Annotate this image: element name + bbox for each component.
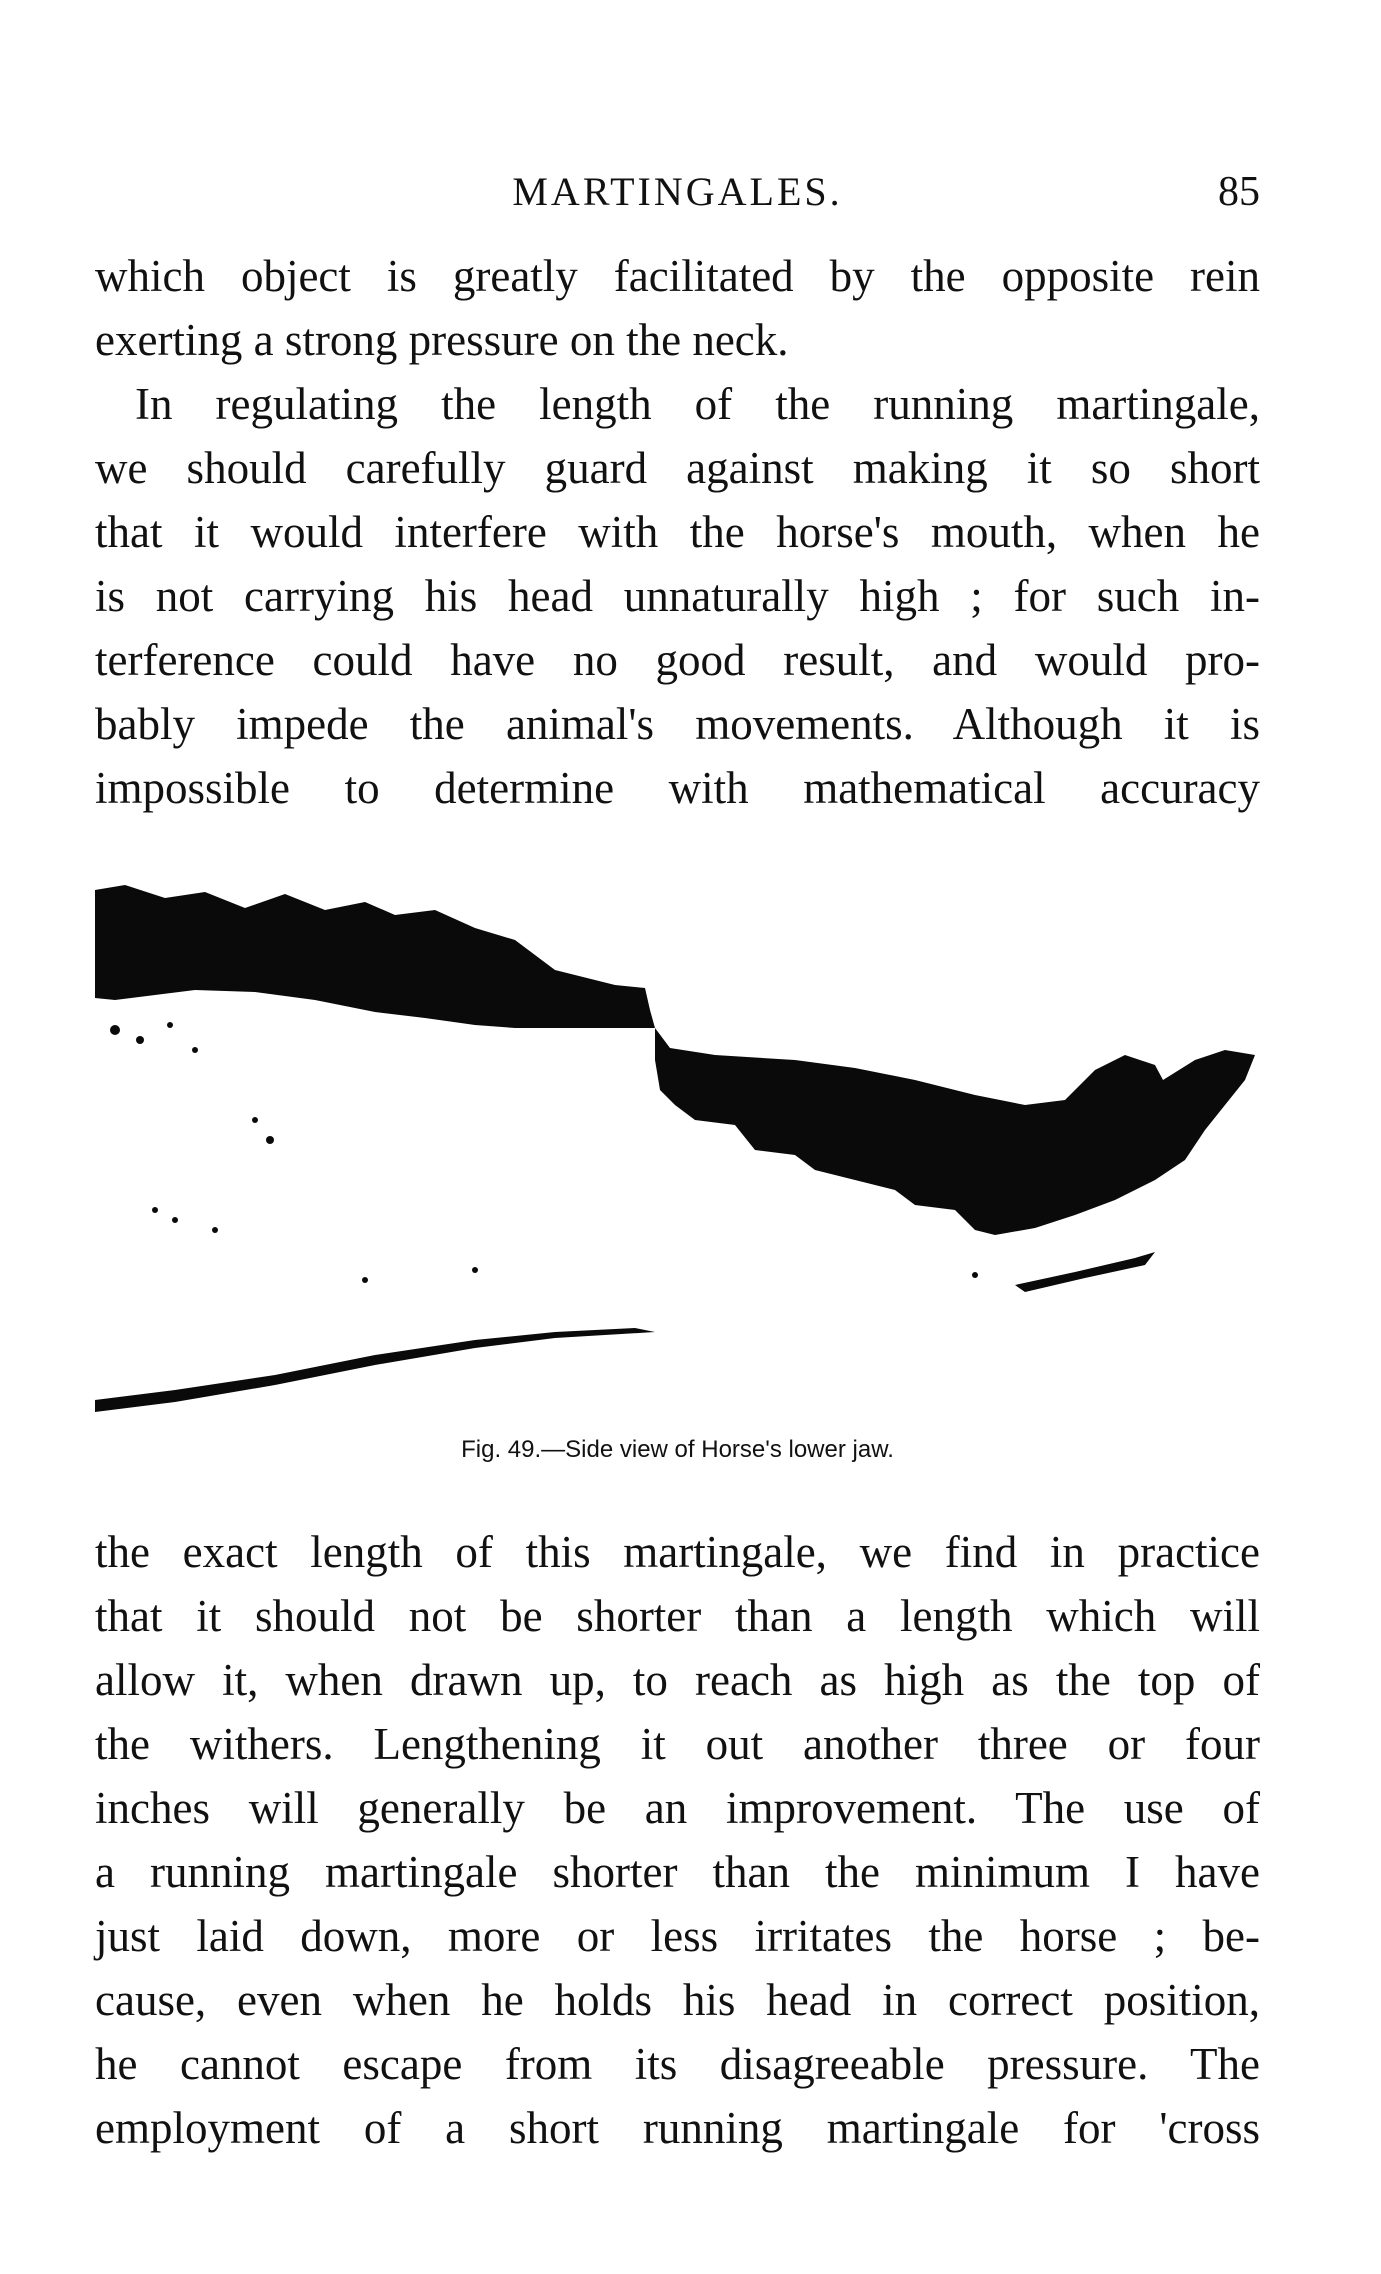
upper-jaw-shadow: [95, 885, 655, 1028]
text-line: bably impede the animal's movements. Although it is: [95, 699, 1260, 749]
text-line: terference could have no good result, and would pro-: [95, 635, 1260, 685]
running-head: [95, 168, 1260, 224]
page-number: 85: [1218, 169, 1260, 215]
jaw-tip-fragment: [1015, 1252, 1155, 1292]
text-line: a running martingale shorter than the minimum I have: [95, 1847, 1260, 1897]
speckle: [362, 1277, 368, 1283]
text-line: In regulating the length of the running martingale,: [135, 379, 1260, 429]
speckle: [172, 1217, 178, 1223]
text-line: we should carefully guard against making it so short: [95, 443, 1260, 493]
text-line: impossible to determine with mathematical accuracy: [95, 763, 1260, 813]
text-line: he cannot escape from its disagreeable pressure. The: [95, 2039, 1260, 2089]
text-line: the withers. Lengthening it out another three or four: [95, 1719, 1260, 1769]
jaw-lower-edge: [95, 1328, 655, 1412]
speckle: [252, 1117, 258, 1123]
speckle: [192, 1047, 198, 1053]
text-line: employment of a short running martingale for 'cross: [95, 2103, 1260, 2153]
jaw-body: [655, 1028, 1255, 1235]
speckle: [266, 1136, 274, 1144]
speckle: [212, 1227, 218, 1233]
text-line: which object is greatly facilitated by the opposite rein: [95, 251, 1260, 301]
text-block-bottom: [95, 1520, 1260, 2160]
horse-lower-jaw-illustration: [95, 880, 1275, 1420]
speckle: [136, 1036, 144, 1044]
text-line: that it would interfere with the horse's mouth, when he: [95, 507, 1260, 557]
text-line: is not carrying his head unnaturally high ; for such in-: [95, 571, 1260, 621]
jaw-figure: [95, 880, 1275, 1420]
text-line: inches will generally be an improvement. The use of: [95, 1783, 1260, 1833]
speckle: [152, 1207, 158, 1213]
speckle: [472, 1267, 478, 1273]
text-line: the exact length of this martingale, we find in practice: [95, 1527, 1260, 1577]
speckle: [110, 1025, 120, 1035]
text-block-top: [95, 244, 1260, 820]
figure-caption: Fig. 49.—Side view of Horse's lower jaw.: [461, 1436, 894, 1463]
running-title: MARTINGALES.: [512, 169, 843, 214]
text-line: cause, even when he holds his head in correct position,: [95, 1975, 1260, 2025]
text-line: exerting a strong pressure on the neck.: [95, 315, 789, 365]
speckle: [167, 1022, 173, 1028]
text-line: that it should not be shorter than a length which will: [95, 1591, 1260, 1641]
speckle: [972, 1272, 978, 1278]
text-line: just laid down, more or less irritates the horse ; be-: [95, 1911, 1260, 1961]
text-line: allow it, when drawn up, to reach as high as the top of: [95, 1655, 1260, 1705]
